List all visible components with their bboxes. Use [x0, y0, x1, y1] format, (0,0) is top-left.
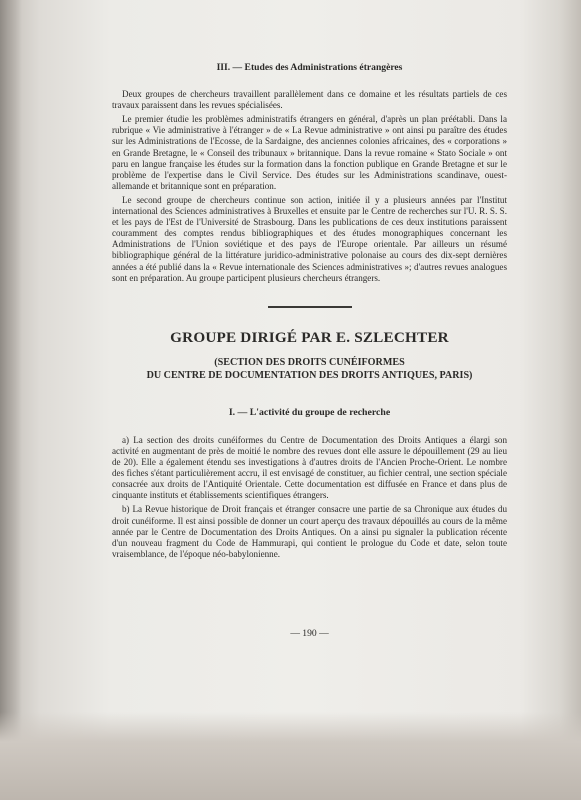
separator-rule — [268, 306, 352, 308]
group-subtitle — [112, 356, 507, 383]
group-subtitle-line: DU CENTRE DE DOCUMENTATION DES DROITS ANTIQUES, PARIS) — [146, 370, 473, 382]
paragraph: Le premier étudie les problèmes administratifs étrangers en général, d'après un plan préétabli. Dans la rubrique « Vie administrative à l'étranger » de « La Revue administrative » ont ainsi pu paraître des études sur les Administrations de l'Ecosse, de la Sardaigne, des anciennes colonies africaines, des « corporations » en Grande Bretagne, le « Conseil des tribunaux » britannique. Dans la revue romaine « Stato Sociale » ont paru en langue française les études sur la formation dans la fonction publique en Grande Bretagne et sur le problème de l'expertise dans le Civil Service. Des études sur les Administrations scandinave, ouest-allemande et britannique sont en préparation. — [112, 114, 507, 191]
subsection-heading: I. — L'activité du groupe de recherche — [228, 406, 391, 418]
paragraph: a) La section des droits cunéiformes du Centre de Documentation des Droits Antiques a élargi son activité en augmentant de près de moitié le nombre des revues dont elle assure le dépouillement (29 au lieu de 20). Elle a également étendu ses investigations à d'autres droits de l'Ancien Proche-Orient. Le nombre des fiches s'étant particulièrement accru, il est envisagé de constituer, au fichier central, une section spéciale consacrée aux droits de l'Antiquité Orientale. Cette documentation est diffusée en France et dans plus de cinquante instituts et établissements scientifiques étrangers. — [112, 434, 507, 501]
page-number: — 190 — — [290, 628, 329, 639]
paragraph: Le second groupe de chercheurs continue son action, initiée il y a plusieurs années par l'Institut international des Sciences administratives à Bruxelles et ensuite par le Centre de recherches sur l'U. R. S. S. et les pays de l'Est de l'Université de Strasbourg. Dans les publications de ces deux institutions paraissent couramment des comptes rendus bibliographiques et des études monographiques concernant les Administrations de l'Union soviétique et des pays de l'Europe orientale. Par ailleurs un résumé bibliographique général de la littérature juridico-administrative polonaise au cours des dix-sept dernières années a été publié dans la « Revue internationale des Sciences administratives »; d'autres revues analogues sont en préparation. Au groupe participent plusieurs chercheurs étrangers. — [112, 194, 507, 283]
page-body — [112, 62, 507, 563]
group-subtitle-line: (SECTION DES DROITS CUNÉIFORMES — [214, 356, 405, 368]
paragraph: b) La Revue historique de Droit français et étranger consacre une partie de sa Chronique aux études du droit cunéiforme. Il est ainsi possible de donner un court aperçu des travaux dépouillés au cours de la même année par le Centre de Documentation des Droits Antiques. On a ainsi pu signaler la publication récente d'un nouveau fragment du Code de Hammurapi, qui contient le prologue du Code et date, selon toute vraisemblance, de l'époque néo-babylonienne. — [112, 504, 507, 559]
section-heading: III. — Etudes des Administrations étrangères — [216, 62, 403, 73]
group-title: GROUPE DIRIGÉ PAR E. SZLECHTER — [170, 328, 449, 346]
paragraph: Deux groupes de chercheurs travaillent parallèlement dans ce domaine et les résultats partiels de ces travaux paraissent dans les revues spécialisées. — [112, 89, 507, 111]
